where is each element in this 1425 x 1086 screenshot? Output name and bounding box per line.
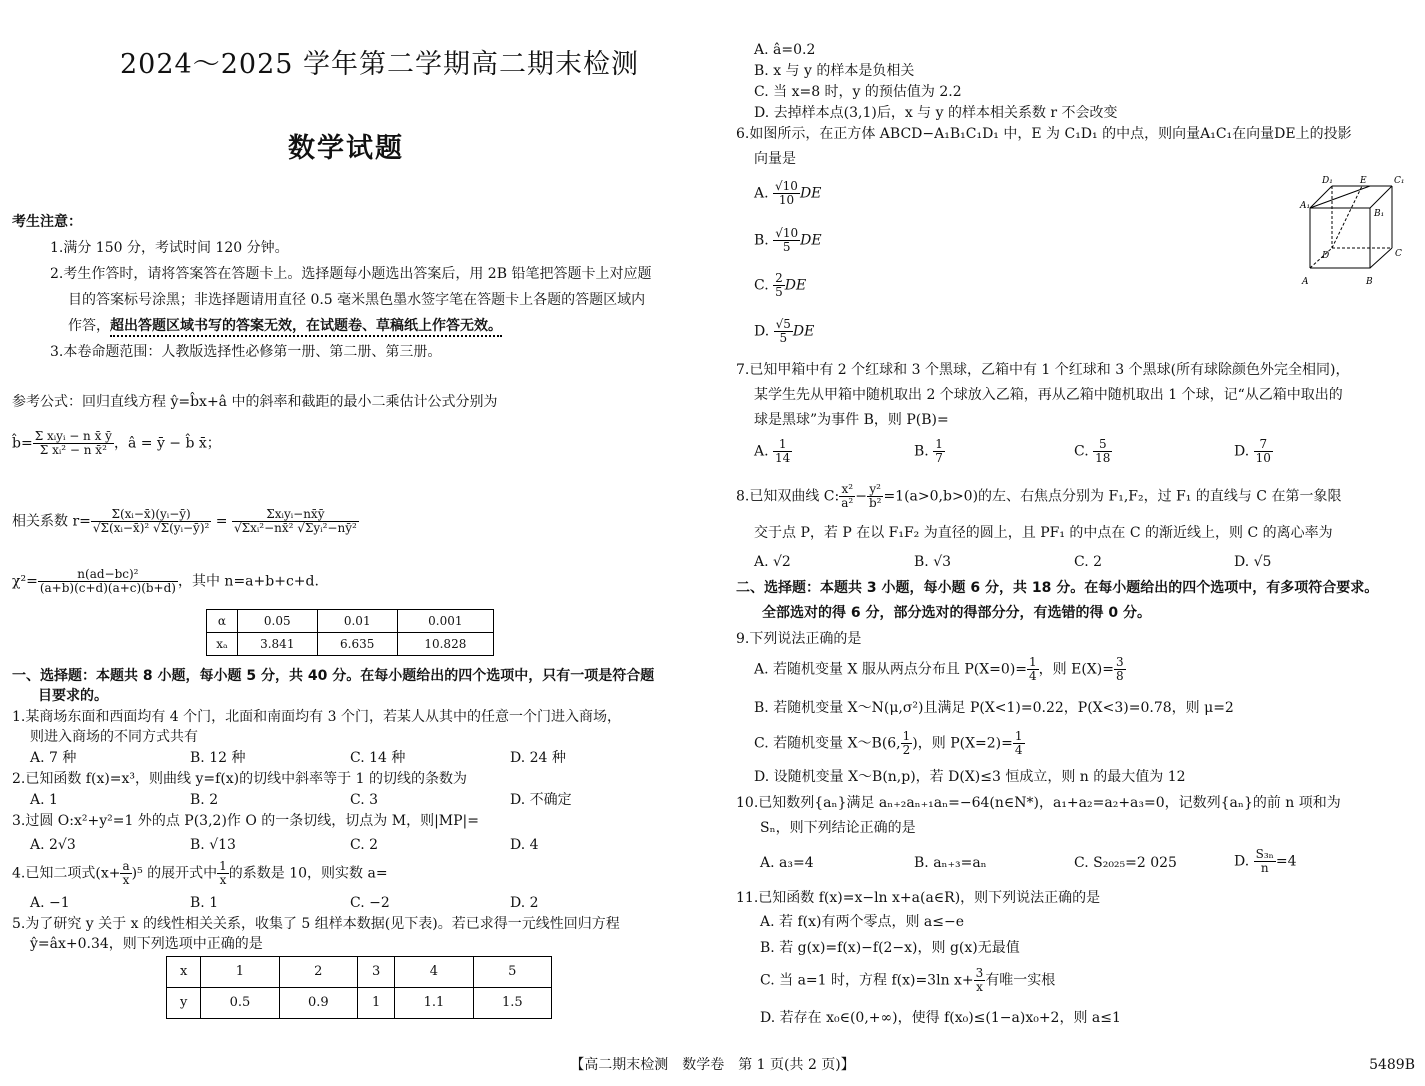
q5-option-b: B. x 与 y 的样本是负相关: [754, 63, 915, 79]
q7-stem: 某学生先从甲箱中随机取出 2 个球放入乙箱，再从乙箱中随机取出 1 个球，记“从乙箱中取出的: [754, 387, 1343, 403]
page-footer: 【高二期末检测 数学卷 第 1 页(共 2 页)】: [570, 1057, 855, 1073]
q8-stem: 8.已知双曲线 C: $\frac{\text{x²}}{\text{a²}}$ − $\frac{\text{y²}}{\text{b²}}$ =1(a>0,b>0)的左、右焦点分别为 F₁,F₂，过 F₁ 的直线与 C 在第一象限: [736, 482, 1342, 511]
q8-option-b: B. √3: [914, 554, 952, 570]
table-cell: 1: [357, 988, 394, 1019]
q9-stem: 9.下列说法正确的是: [736, 631, 862, 647]
q7-option-d: D. $\frac{7}{10}$: [1234, 437, 1271, 466]
table-cell: 3.841: [237, 633, 317, 656]
table-cell: 5: [473, 957, 551, 988]
notice-emphasis: 超出答题区域书写的答案无效，在试题卷、草稿纸上作答无效。: [110, 318, 502, 337]
q1-option-c: C. 14 种: [350, 750, 406, 766]
cube-label: D: [1322, 251, 1330, 261]
exam-code: 5489B: [1369, 1057, 1415, 1073]
q7-option-c: C. $\frac{5}{18}$: [1074, 437, 1111, 466]
cube-label: E: [1360, 176, 1367, 186]
q6-stem: 6.如图所示，在正方体 ABCD−A₁B₁C₁D₁ 中，E 为 C₁D₁ 的中点，则向量A₁C₁在向量DE上的投影: [736, 126, 1352, 142]
q7-option-b: B. $\frac{1}{7}$: [914, 437, 943, 466]
section1-heading: 一、选择题：本题共 8 小题，每小题 5 分，共 40 分。在每小题给出的四个选项中，只有一项是符合题: [12, 668, 655, 684]
q11-option-c: C. 当 a=1 时，方程 f(x)=3ln x+ $\frac{3}{x}$ 有唯一实根: [760, 966, 1056, 995]
table-cell: 0.05: [237, 610, 317, 633]
q5-data-table: [166, 956, 552, 1019]
q9-option-b: B. 若随机变量 X～N(μ,σ²)且满足 P(X<1)=0.22，P(X<3)=0.78，则 μ=2: [754, 700, 1234, 716]
table-cell: 0.9: [279, 988, 357, 1019]
q2-option-a: A. 1: [30, 792, 58, 808]
q11-stem: 11.已知函数 f(x)=x−ln x+a(a∈R)，则下列说法正确的是: [736, 890, 1101, 906]
q10-stem: Sₙ，则下列结论正确的是: [760, 820, 916, 836]
table-cell: 1: [201, 957, 279, 988]
table-cell: 0.01: [317, 610, 397, 633]
table-cell: 1.5: [473, 988, 551, 1019]
table-cell: 3: [357, 957, 394, 988]
notice-item: 3.本卷命题范围：人教版选择性必修第一册、第二册、第三册。: [50, 344, 442, 360]
table-cell: 2: [279, 957, 357, 988]
q7-option-a: A. $\frac{1}{14}$: [754, 437, 791, 466]
q10-option-d: D. $\frac{\text{S₃ₙ}}{n}$ =4: [1234, 847, 1297, 876]
q7-stem: 7.已知甲箱中有 2 个红球和 3 个黑球，乙箱中有 1 个红球和 3 个黑球(所有球除颜色外完全相同)，: [736, 362, 1350, 378]
table-cell: 10.828: [397, 633, 493, 656]
q4-option-a: A. −1: [30, 895, 70, 911]
q2-option-c: C. 3: [350, 792, 379, 808]
q4-option-d: D. 2: [510, 895, 539, 911]
q5-stem: ŷ=âx+0.34，则下列选项中正确的是: [30, 936, 263, 952]
q6-stem: 向量是: [754, 151, 796, 167]
q5-option-a: A. â=0.2: [754, 42, 816, 58]
table-cell: 0.001: [397, 610, 493, 633]
formula-b-hat: b̂= $\frac{\text{Σ xᵢyᵢ − n x̄ ȳ}}{\text{Σ xᵢ² − n x̄²}}$ ，â = ȳ − b̂ x̄；: [12, 429, 221, 458]
cube-label: C: [1395, 249, 1402, 259]
q8-option-c: C. 2: [1074, 554, 1103, 570]
q6-option-c: C. $\frac{2}{5}$ DE: [754, 271, 807, 300]
cube-label: B: [1366, 277, 1373, 287]
cube-label: B₁: [1374, 209, 1385, 219]
section2-heading: 二、选择题：本题共 3 小题，每小题 6 分，共 18 分。在每小题给出的四个选项中，有多项符合要求。: [736, 580, 1379, 596]
q1-stem: 1.某商场东面和西面均有 4 个门，北面和南面均有 3 个门，若某人从其中的任意一个门进入商场，: [12, 709, 621, 725]
q11-option-b: B. 若 g(x)=f(x)−f(2−x)，则 g(x)无最值: [760, 940, 1020, 956]
q11-option-a: A. 若 f(x)有两个零点，则 a≤−e: [760, 914, 965, 930]
q5-option-c: C. 当 x=8 时，y 的预估值为 2.2: [754, 84, 962, 100]
table-cell: xₐ: [207, 633, 238, 656]
q6-option-b: B. $\frac{√10}{5}$ DE: [754, 226, 822, 255]
table-cell: α: [207, 610, 238, 633]
chi-square-table: [206, 609, 494, 656]
q5-option-d: D. 去掉样本点(3,1)后，x 与 y 的样本相关系数 r 不会改变: [754, 105, 1118, 121]
q3-option-d: D. 4: [510, 837, 539, 853]
formula-intro: 参考公式：回归直线方程 ŷ=b̂x+â 中的斜率和截距的最小二乘估计公式分别为: [12, 394, 498, 410]
formula-chi: χ²= $\frac{\text{n(ad−bc)²}}{(a+b)(c+d)(a+c)(b+d)}$ ，其中 n=a+b+c+d.: [12, 567, 319, 596]
q6-option-d: D. $\frac{√5}{5}$ DE: [754, 317, 815, 346]
q4-option-c: C. −2: [350, 895, 390, 911]
section1-heading-cont: 目要求的。: [38, 688, 108, 704]
q3-option-b: B. √13: [190, 837, 236, 853]
exam-title: 2024～2025 学年第二学期高二期末检测: [120, 49, 640, 80]
q1-option-d: D. 24 种: [510, 750, 566, 766]
q9-option-a: A. 若随机变量 X 服从两点分布且 P(X=0)= $\frac{1}{4}$ ，则 E(X)= $\frac{3}{8}$: [754, 655, 1124, 684]
q4-stem: 4.已知二项式(x+ $\frac{a}{x}$ )⁵ 的展开式中 $\frac{1}{x}$ 的系数是 10，则实数 a=: [12, 859, 388, 888]
formula-r: 相关系数 r= $\frac{\text{Σ(xᵢ−x̄)(yᵢ−ȳ)}}{\text{√Σ(xᵢ−x̄)² √Σ(yᵢ−ȳ)²}}$ = $\frac{\text{Σxᵢyᵢ−nx̄ȳ}}{\text{√Σxᵢ²−nx̄² √Σyᵢ²−nȳ²}}$: [12, 507, 357, 536]
q6-option-a: A. $\frac{√10}{10}$ DE: [754, 179, 822, 208]
cube-label: D₁: [1322, 176, 1333, 186]
q10-option-a: A. a₃=4: [760, 855, 814, 871]
q2-option-d: D. 不确定: [510, 792, 572, 808]
notice-item: 目的答案标号涂黑；非选择题请用直径 0.5 毫米黑色墨水签字笔在答题卡上各题的答题区域内: [68, 292, 646, 308]
table-cell: 1.1: [395, 988, 473, 1019]
q3-stem: 3.过圆 O:x²+y²=1 外的点 P(3,2)作 O 的一条切线，切点为 M，则|MP|=: [12, 813, 479, 829]
q1-option-a: A. 7 种: [30, 750, 77, 766]
table-cell: y: [167, 988, 201, 1019]
table-cell: 0.5: [201, 988, 279, 1019]
exam-subtitle: 数学试题: [288, 133, 404, 164]
q11-option-d: D. 若存在 x₀∈(0,+∞)，使得 f(x₀)≤(1−a)x₀+2，则 a≤1: [760, 1010, 1121, 1026]
q2-option-b: B. 2: [190, 792, 219, 808]
q2-stem: 2.已知函数 f(x)=x³，则曲线 y=f(x)的切线中斜率等于 1 的切线的条数为: [12, 771, 467, 787]
q8-stem: 交于点 P，若 P 在以 F₁F₂ 为直径的圆上，且 PF₁ 的中点在 C 的渐近线上，则 C 的离心率为: [754, 525, 1333, 541]
q9-option-d: D. 设随机变量 X～B(n,p)，若 D(X)≤3 恒成立，则 n 的最大值为 12: [754, 769, 1186, 785]
q4-option-b: B. 1: [190, 895, 219, 911]
cube-label: A₁: [1300, 201, 1311, 211]
q10-option-c: C. S₂₀₂₅=2 025: [1074, 855, 1177, 871]
cube-label: A: [1302, 277, 1309, 287]
notice-heading: 考生注意：: [12, 214, 82, 230]
q8-option-d: D. √5: [1234, 554, 1272, 570]
table-cell: x: [167, 957, 201, 988]
q1-stem: 则进入商场的不同方式共有: [30, 729, 198, 745]
table-cell: 4: [395, 957, 473, 988]
cube-label: C₁: [1394, 176, 1405, 186]
section2-heading-cont: 全部选对的得 6 分，部分选对的得部分分，有选错的得 0 分。: [762, 605, 1151, 621]
q8-option-a: A. √2: [754, 554, 791, 570]
q10-option-b: B. aₙ₊₃=aₙ: [914, 855, 987, 871]
table-cell: 6.635: [317, 633, 397, 656]
cube-figure: [1296, 172, 1416, 292]
notice-item: 2.考生作答时，请将答案答在答题卡上。选择题每小题选出答案后，用 2B 铅笔把答题卡上对应题: [50, 266, 652, 282]
q7-stem: 球是黑球”为事件 B，则 P(B)=: [754, 412, 949, 428]
q3-option-a: A. 2√3: [30, 837, 76, 853]
q1-option-b: B. 12 种: [190, 750, 246, 766]
notice-item: 作答，超出答题区域书写的答案无效，在试题卷、草稿纸上作答无效。: [68, 318, 502, 336]
q9-option-c: C. 若随机变量 X～B(6, $\frac{1}{2}$ )，则 P(X=2)= $\frac{1}{4}$: [754, 729, 1023, 758]
q10-stem: 10.已知数列{aₙ}满足 aₙ₊₂aₙ₊₁aₙ=−64(n∈N*)，a₁+a₂=a₂+a₃=0，记数列{aₙ}的前 n 项和为: [736, 795, 1341, 811]
q3-option-c: C. 2: [350, 837, 379, 853]
q5-stem: 5.为了研究 y 关于 x 的线性相关关系，收集了 5 组样本数据(见下表)。若已求得一元线性回归方程: [12, 916, 620, 932]
notice-item: 1.满分 150 分，考试时间 120 分钟。: [50, 240, 289, 256]
